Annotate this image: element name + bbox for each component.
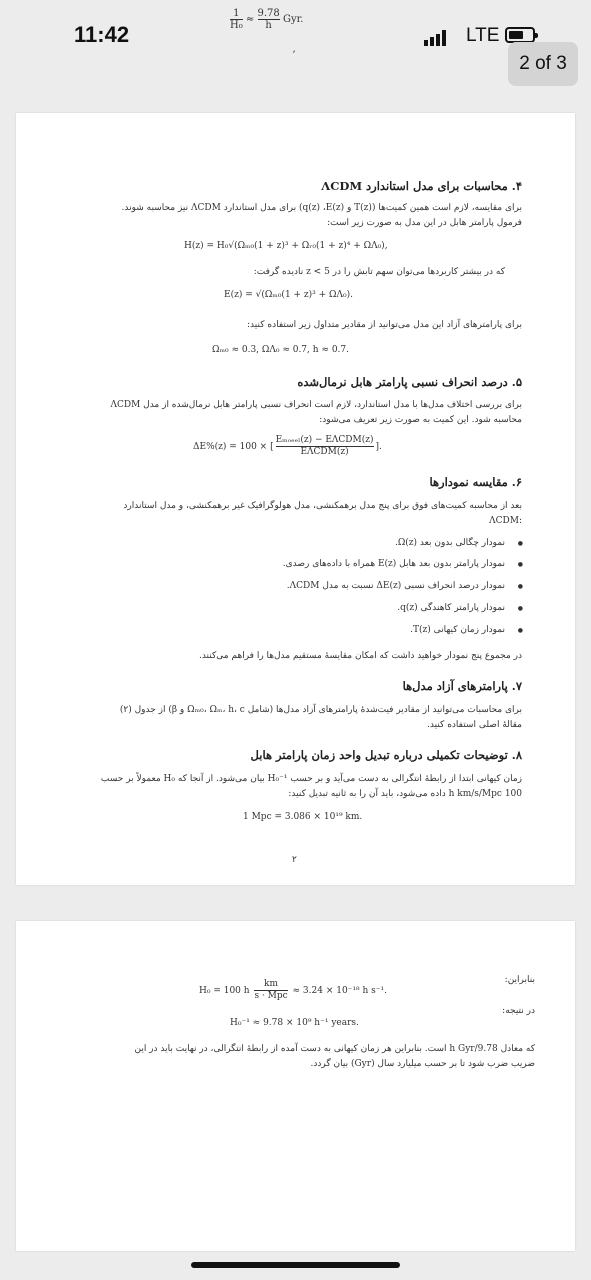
section-5-heading: ۵. درصد انحراف نسبی پارامتر هابل نرمال‌شده [297, 375, 522, 389]
status-bar [0, 0, 591, 62]
section-4-heading: ۴. محاسبات برای مدل استاندارد ΛCDM [321, 179, 522, 193]
section-4-paragraph-1b: فرمول پارامتر هابل در این مدل به صورت زیر است: [327, 218, 522, 228]
document-page-1 [16, 113, 575, 885]
hubble-time-equation: H₀⁻¹ ≈ 9.78 × 10⁹ h⁻¹ years. [230, 1018, 359, 1028]
therefore-label: بنابراین: [504, 975, 535, 985]
page-2-paragraph-1a: که معادل 9.78/h Gyr است. بنابراین هر زمان کیهانی به دست آمده از رابطهٔ انتگرالی، در نهایت باید در این [134, 1044, 535, 1054]
section-8-paragraph-1b: 100 h km/s/Mpc داده می‌شود، باید آن را به ثانیه تبدیل کنید: [288, 789, 522, 799]
list-item: نمودار پارامتر کاهندگی q(z). ● [105, 603, 505, 613]
section-5-paragraph-1a: برای بررسی اختلاف مدل‌ها با مدل استاندارد، لازم است انحراف نسبی پارامتر هابل نرمال‌شده از مدل ΛCDM [110, 400, 522, 410]
section-6-paragraph-1b: :ΛCDM [489, 516, 522, 526]
overlay-formula: $\frac{1}{\text{H₀}}$ ≈ $\frac{9.78}{h}$ Gyr. [230, 8, 304, 31]
section-4-paragraph-2: که در بیشتر کاربردها می‌توان سهم تابش را در z < 5 نادیده گرفت: [253, 267, 505, 277]
section-6-heading: ۶. مقایسه نمودارها [429, 475, 522, 489]
section-8-paragraph-1a: زمان کیهانی ابتدا از رابطهٔ انتگرالی به دست می‌آید و بر حسب H₀⁻¹ بیان می‌شود. از آنجا که H₀ معمولاً بر حسب [100, 774, 522, 784]
network-label: LTE [466, 25, 500, 46]
section-7-paragraph-1a: برای محاسبات می‌توانید از مقادیر فیت‌شدهٔ پارامترهای آزاد مدل‌ها (شامل Ωₘ₀، Ωₘ، h، c و β) از جدول (۲) [119, 705, 522, 715]
list-item: نمودار زمان کیهانی T(z). ● [105, 625, 505, 635]
parameter-values: Ωₘ₀ ≈ 0.3, ΩΛ₀ ≈ 0.7, h ≈ 0.7. [212, 345, 349, 355]
hubble-equation: H(z) = H₀√(Ωₘ₀(1 + z)³ + Ωᵣ₀(1 + z)⁴ + ΩΛ₀), [184, 241, 388, 251]
clock: 11:42 [74, 22, 130, 47]
section-7-heading: ۷. پارامترهای آزاد مدل‌ها [402, 679, 522, 693]
relative-deviation-equation: ΔE%(z) = 100 × [ $\frac{\text{Eₘₒₑₑₗ(z) − EΛCDM(z)}}{\text{EΛCDM(z)}}$ ]. [193, 435, 382, 457]
section-6-paragraph-1a: بعد از محاسبه کمیت‌های فوق برای پنج مدل برهمکنشی، مدل هولوگرافیک غیر برهمکنشی، و مدل استاندارد [123, 501, 522, 511]
e-of-z-equation: E(z) = √(Ωₘ₀(1 + z)³ + ΩΛ₀). [224, 290, 353, 300]
page-number: ۲ [292, 855, 297, 865]
mpc-conversion-equation: 1 Mpc = 3.086 × 10¹⁹ km. [243, 812, 363, 822]
list-item: نمودار چگالی بدون بعد Ω(z). ● [105, 538, 505, 548]
signal-icon [424, 30, 454, 46]
section-8-heading: ۸. توضیحات تکمیلی درباره تبدیل واحد زمان پارامتر هابل [250, 748, 522, 762]
section-7-paragraph-1b: مقالهٔ اصلی استفاده کنید. [427, 720, 522, 730]
list-item: نمودار پارامتر بدون بعد هابل E(z) همراه با داده‌های رصدی. ● [105, 559, 505, 569]
list-item: نمودار درصد انحراف نسبی ΔE(z) نسبت به مدل ΛCDM. ● [105, 581, 505, 591]
section-4-paragraph-3: برای پارامترهای آزاد این مدل می‌توانید از مقادیر متداول زیر استفاده کنید: [247, 320, 522, 330]
result-label: در نتیجه: [502, 1006, 535, 1016]
document-page-2 [16, 921, 575, 1251]
section-6-paragraph-2: در مجموع پنج نمودار خواهید داشت که امکان مقایسهٔ مستقیم مدل‌ها را فراهم می‌کنند. [198, 651, 522, 661]
page-2-paragraph-1b: ضریب ضرب شود تا بر حسب میلیارد سال (Gyr) بیان گردد. [310, 1059, 535, 1069]
overlay-mark: ʼ [292, 50, 296, 61]
page-indicator: 2 of 3 [508, 42, 578, 86]
hubble-constant-equation: H₀ = 100 h $\frac{km}{\text{s · Mpc}}$ ≈ 3.24 × 10⁻¹⁸ h s⁻¹. [199, 979, 388, 1001]
section-5-paragraph-1b: محاسبه شود. این کمیت به صورت زیر تعریف می‌شود: [319, 415, 522, 425]
section-4-paragraph-1a: برای مقایسه، لازم است همین کمیت‌ها (T(z) و q(z) ،E(z)) برای مدل استاندارد ΛCDM نیز محاسبه شوند. [121, 203, 522, 213]
battery-icon [505, 27, 535, 43]
home-indicator[interactable] [191, 1262, 400, 1268]
